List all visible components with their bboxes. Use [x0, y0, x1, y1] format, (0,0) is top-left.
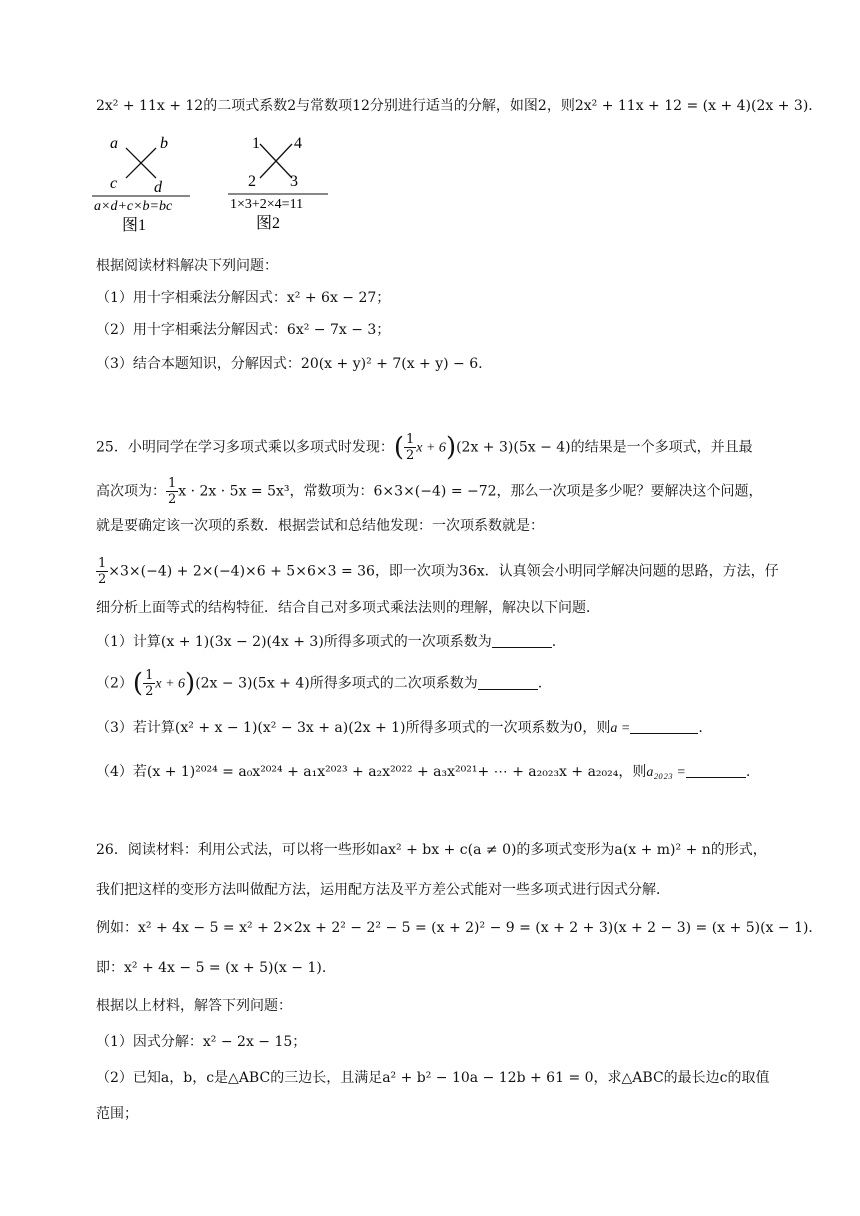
fig1-bottom-right: d: [154, 179, 162, 196]
q25-line-5: 细分析上面等式的结构特征．结合自己对多项式乘法法则的理解，解决以下问题．: [96, 600, 600, 616]
q25-l1-text-a: 25．小明同学在学习多项式乘以多项式时发现：: [96, 439, 394, 456]
fig1-formula: a×d+c×b=bc: [94, 199, 173, 214]
q25-p4-text-b: a₂₀₂₃ =: [646, 765, 686, 780]
q25-p4-text-a: （4）若(x + 1)²⁰²⁴ = a₀x²⁰²⁴ + a₁x²⁰²³ + a₂x²⁰²² + a₃x²⁰²¹+ ⋯ + a₂₀₂₃x + a₂₀₂₄，则: [96, 764, 647, 780]
q25-l1-text-b: x + 6: [416, 440, 446, 456]
q25-line-4: [96, 556, 779, 587]
fig1-caption: 图1: [122, 217, 147, 234]
q25-p2-text-b: x + 6: [155, 676, 186, 692]
q25-part-4: [96, 762, 750, 783]
fig1-top-left: a: [110, 135, 118, 152]
half-denominator: 2: [145, 684, 154, 699]
half-numerator: 1: [168, 476, 177, 491]
half-denominator: 2: [168, 492, 177, 507]
half-fraction: [96, 556, 108, 587]
half-fraction: [166, 476, 178, 507]
intro-line: 2x² + 11x + 12的二项式系数2与常数项12分别进行适当的分解，如图2，则2x² + 11x + 12 = (x + 4)(2x + 3).: [96, 98, 813, 114]
q26-part-2-line-1: （2）已知a，b，c是△ABC的三边长，且满足a² + b² − 10a − 12b + 61 = 0，求△ABC的最长边c的取值: [96, 1070, 770, 1086]
period: .: [537, 675, 543, 692]
q26-line-2: 我们把这样的变形方法叫做配方法，运用配方法及平方差公式能对一些多项式进行因式分解．: [96, 882, 670, 898]
fig1-top-right: b: [160, 135, 168, 152]
period: .: [698, 720, 703, 736]
answer-blank-1[interactable]: [492, 633, 552, 648]
period: .: [551, 634, 557, 650]
q25-line-2: [96, 476, 763, 507]
right-paren: ): [185, 668, 196, 699]
q25-p2-text-c: (2x − 3)(5x + 4)所得多项式的二次项系数为: [195, 675, 478, 692]
answer-blank-2[interactable]: [478, 675, 538, 690]
q25-p3-text-b: a =: [610, 721, 631, 736]
fig1-bottom-left: c: [110, 175, 118, 192]
q24-part-3: （3）结合本题知识，分解因式：20(x + y)² + 7(x + y) − 6.: [96, 356, 483, 372]
left-paren: (: [132, 668, 144, 699]
fig2-caption: 图2: [256, 215, 281, 232]
q25-l1-text-c: (2x + 3)(5x − 4)的结果是一个多项式，并且最: [456, 439, 753, 456]
q26-line-3: 例如：x² + 4x − 5 = x² + 2×2x + 2² − 2² − 5 = (x + 2)² − 9 = (x + 2 + 3)(x + 2 − 3) = (x + 5)(x − 1)．: [96, 920, 823, 936]
q24-part-1: （1）用十字相乘法分解因式：x² + 6x − 27；: [96, 290, 391, 306]
q25-part-2: [96, 668, 542, 699]
fig2-top-left: 1: [252, 135, 260, 152]
q26-line-5: 根据以上材料，解答下列问题：: [96, 998, 292, 1014]
half-numerator: 1: [145, 668, 154, 683]
q26-part-2-line-2: 范围；: [96, 1106, 138, 1122]
half-numerator: 1: [98, 556, 107, 571]
half-numerator: 1: [405, 432, 415, 447]
q26-line-1: 26．阅读材料：利用公式法，可以将一些形如ax² + bx + c(a ≠ 0)的多项式变形为a(x + m)² + n的形式，: [96, 842, 767, 858]
q25-l2-text-a: 高次项为：: [96, 483, 166, 500]
period: .: [745, 764, 751, 780]
answer-blank-3[interactable]: [630, 719, 698, 734]
half-fraction: [404, 432, 416, 463]
q24-part-2: （2）用十字相乘法分解因式：6x² − 7x − 3；: [96, 322, 391, 338]
fig2-formula: 1×3+2×4=11: [230, 197, 304, 212]
q25-p3-text-a: （3）若计算(x² + x − 1)(x² − 3x + a)(2x + 1)所得多项式的一次项系数为0，则: [96, 720, 611, 736]
fig2-top-right: 4: [294, 135, 302, 152]
answer-blank-4[interactable]: [686, 763, 746, 778]
half-denominator: 2: [98, 572, 107, 587]
left-paren: (: [393, 432, 404, 463]
q25-p2-text-a: （2）: [96, 675, 133, 692]
q26-part-1: （1）因式分解：x² − 2x − 15；: [96, 1034, 307, 1050]
q25-l2-text-b: x · 2x · 5x = 5x³，常数项为：6×3×(−4) = −72，那么一次项是多少呢？要解决这个问题，: [178, 483, 763, 500]
right-paren: ): [445, 432, 457, 463]
q25-l4-text-b: ×3×(−4) + 2×(−4)×6 + 5×6×3 = 36，即一次项为36x．认真领会小明同学解决问题的思路，方法，仔: [108, 563, 779, 580]
q26-line-4: 即：x² + 4x − 5 = (x + 5)(x − 1).: [96, 960, 327, 976]
cross-diagram-figure-2: [222, 130, 334, 240]
cross-diagram-figure-1: [88, 130, 198, 240]
half-denominator: 2: [405, 448, 415, 463]
q25-part-1: [96, 632, 556, 652]
q25-p1-text: （1）计算(x + 1)(3x − 2)(4x + 3)所得多项式的一次项系数为: [96, 634, 492, 650]
q25-part-3: [96, 718, 703, 739]
q24-prompt: 根据阅读材料解决下列问题：: [96, 258, 278, 274]
half-fraction: [143, 668, 155, 699]
fig2-bottom-right: 3: [290, 173, 298, 190]
q25-line-1: [96, 432, 753, 463]
q25-line-3: 就是要确定该一次项的系数．根据尝试和总结他发现：一次项系数就是：: [96, 518, 544, 534]
fig2-bottom-left: 2: [248, 173, 256, 190]
